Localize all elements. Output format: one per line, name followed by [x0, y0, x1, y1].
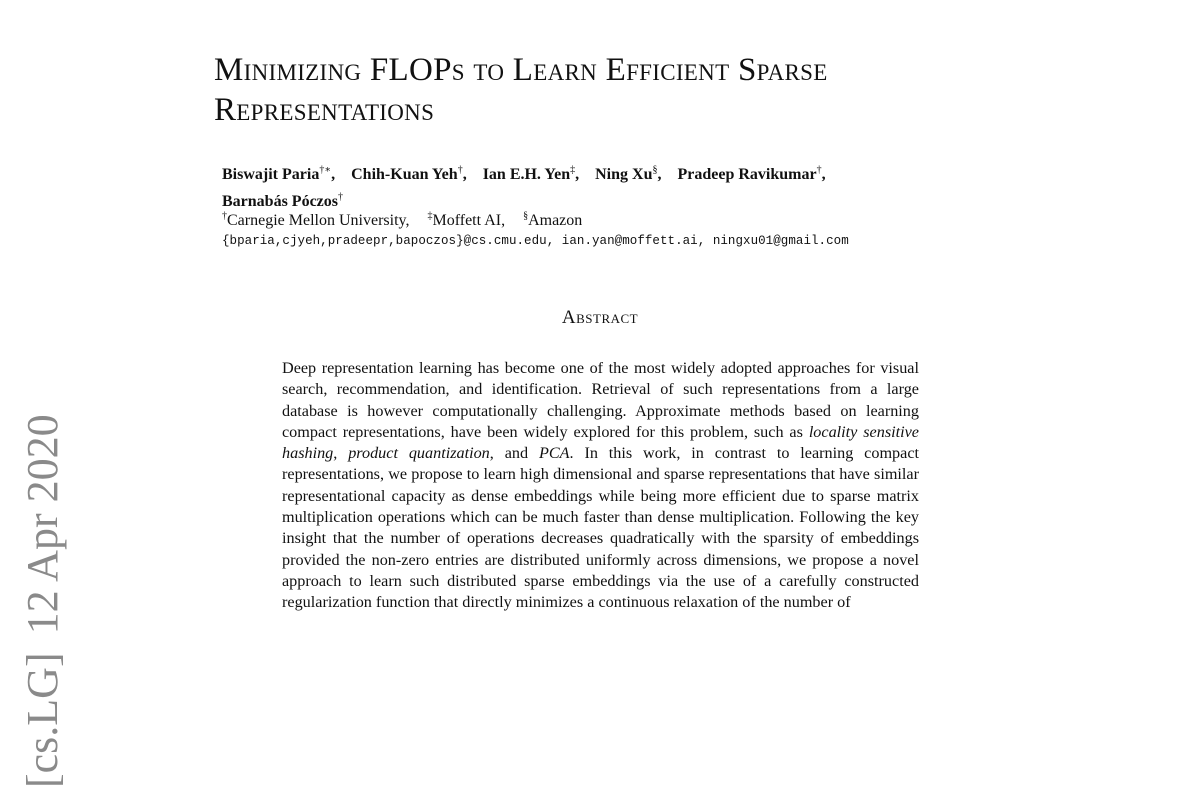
affiliation: ‡Moffett AI, [427, 211, 506, 230]
affiliation-list [222, 207, 596, 231]
author: Ian E.H. Yen‡, [482, 165, 580, 184]
author-emails: {bparia,cjyeh,pradeepr,bapoczos}@cs.cmu.edu, ian.yan@moffett.ai, ningxu01@gmail.com [222, 234, 849, 248]
arxiv-stamp [8, 308, 78, 788]
author: Biswajit Paria†∗, [222, 165, 336, 184]
abstract-heading: Abstract [561, 307, 639, 328]
author: Barnabás Póczos† [222, 191, 343, 210]
abstract-paragraph: Deep representation learning has become one of the most widely adopted approaches for visual search, recommendation, and identification. Retrieval of such representations from a large database is however computationally challenging. Approximate methods based on learning compact representations, have been widely explored for this problem, such as locality sensitive hashing, product quantization, and PCA. In this work, in contrast to learning compact representations, we propose to learn high dimensional and sparse representations that have similar representational capacity as dense embeddings while being more efficient due to sparse matrix multiplication operations which can be much faster than dense multiplication. Following the key insight that the number of operations decreases quadratically with the sparsity of embeddings provided the non-zero entries are distributed uniformly across dimensions, we propose a novel approach to learn such distributed sparse embeddings via the use of a carefully constructed regularization function that directly minimizes a continuous relaxation of the number of [282, 359, 920, 612]
abstract-body [282, 358, 919, 614]
author: Pradeep Ravikumar†, [677, 165, 826, 184]
affiliation: §Amazon [523, 211, 583, 230]
arxiv-category: [cs.LG] [18, 652, 67, 788]
arxiv-stamp-text [8, 308, 78, 788]
paper-title: Minimizing FLOPs to Learn Efficient Sparse Representations [214, 52, 828, 128]
author: Ning Xu§, [595, 165, 662, 184]
affiliation: †Carnegie Mellon University, [222, 211, 410, 230]
author-list [222, 160, 1002, 213]
author: Chih-Kuan Yeh†, [351, 165, 467, 184]
arxiv-date: 12 Apr 2020 [18, 414, 67, 635]
